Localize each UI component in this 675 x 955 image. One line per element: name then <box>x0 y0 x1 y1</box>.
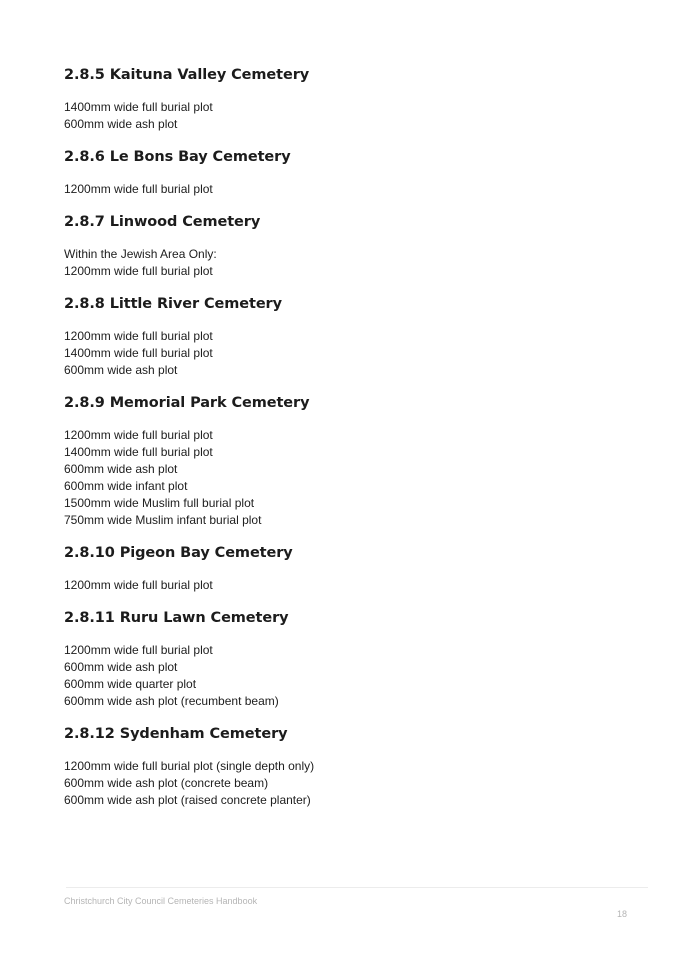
plot-item: 1500mm wide Muslim full burial plot <box>64 496 255 510</box>
section-le-bons-bay <box>64 148 624 198</box>
footer-title: Christchurch City Council Cemeteries Handbook <box>64 896 258 906</box>
plot-list <box>64 99 624 133</box>
plot-item: 1200mm wide full burial plot <box>64 578 213 592</box>
footer-divider <box>66 887 648 888</box>
plot-item: 600mm wide ash plot <box>64 462 178 476</box>
section-kaituna-valley <box>64 66 624 133</box>
plot-item: 600mm wide ash plot (concrete beam) <box>64 776 269 790</box>
plot-item: 1400mm wide full burial plot <box>64 346 213 360</box>
plot-item: 1200mm wide full burial plot <box>64 264 213 278</box>
section-memorial-park <box>64 394 624 529</box>
page-content <box>64 66 624 824</box>
plot-item: 1200mm wide full burial plot <box>64 643 213 657</box>
plot-item: 600mm wide ash plot <box>64 117 178 131</box>
section-heading: 2.8.10 Pigeon Bay Cemetery <box>64 545 293 561</box>
plot-item: 1200mm wide full burial plot <box>64 428 213 442</box>
plot-list <box>64 246 624 280</box>
section-heading: 2.8.8 Little River Cemetery <box>64 296 282 312</box>
plot-item: 1200mm wide full burial plot (single depth only) <box>64 759 315 773</box>
plot-item: 1200mm wide full burial plot <box>64 182 213 196</box>
plot-item: 750mm wide Muslim infant burial plot <box>64 513 262 527</box>
section-ruru-lawn <box>64 609 624 710</box>
plot-list <box>64 642 624 710</box>
section-heading: 2.8.11 Ruru Lawn Cemetery <box>64 610 289 626</box>
section-little-river <box>64 295 624 379</box>
section-sydenham <box>64 725 624 809</box>
section-heading: 2.8.5 Kaituna Valley Cemetery <box>64 67 310 83</box>
plot-item: 1400mm wide full burial plot <box>64 445 213 459</box>
section-heading: 2.8.12 Sydenham Cemetery <box>64 726 288 742</box>
plot-list <box>64 328 624 379</box>
plot-item: 1200mm wide full burial plot <box>64 329 213 343</box>
section-linwood <box>64 213 624 280</box>
plot-list <box>64 427 624 529</box>
section-heading: 2.8.6 Le Bons Bay Cemetery <box>64 149 291 165</box>
plot-list <box>64 758 624 809</box>
plot-item: 600mm wide ash plot <box>64 363 178 377</box>
section-heading: 2.8.7 Linwood Cemetery <box>64 214 261 230</box>
section-heading: 2.8.9 Memorial Park Cemetery <box>64 395 310 411</box>
page-number: 18 <box>617 909 628 919</box>
plot-list <box>64 577 624 594</box>
plot-item: 1400mm wide full burial plot <box>64 100 213 114</box>
plot-item: 600mm wide ash plot (recumbent beam) <box>64 694 279 708</box>
plot-item: 600mm wide infant plot <box>64 479 188 493</box>
section-pigeon-bay <box>64 544 624 594</box>
plot-item: 600mm wide quarter plot <box>64 677 197 691</box>
plot-item: 600mm wide ash plot <box>64 660 178 674</box>
plot-item: 600mm wide ash plot (raised concrete planter) <box>64 793 311 807</box>
plot-item: Within the Jewish Area Only: <box>64 247 217 261</box>
plot-list <box>64 181 624 198</box>
